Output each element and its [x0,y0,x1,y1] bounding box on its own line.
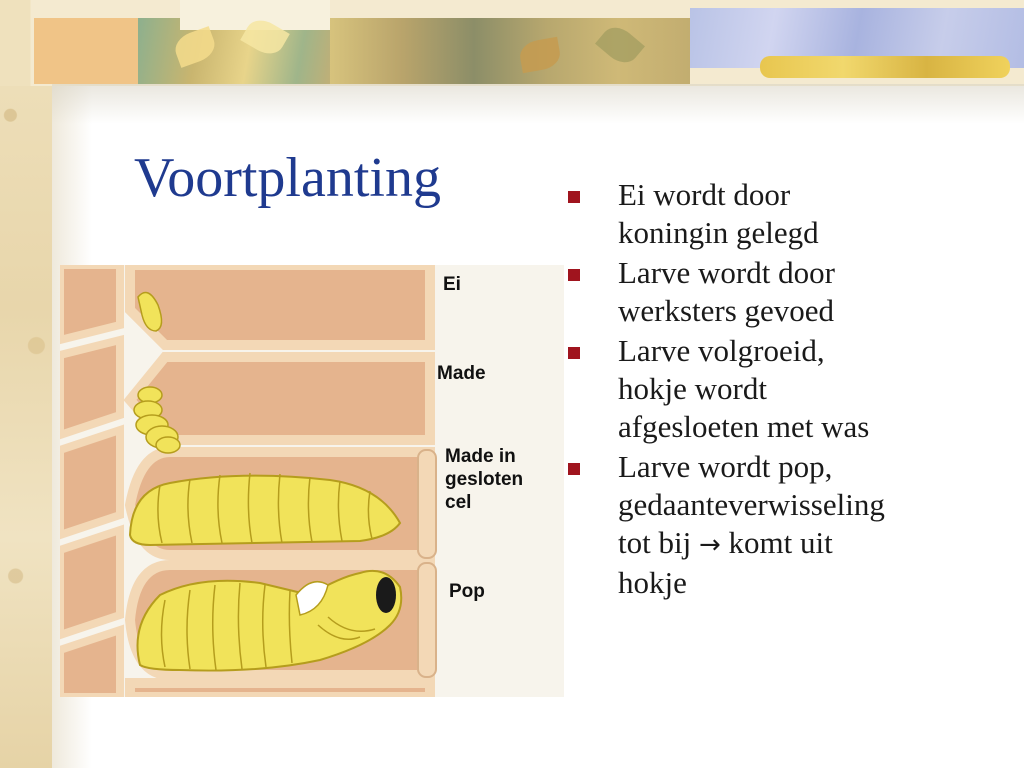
bullet-line: gedaanteverwisseling [618,487,885,522]
bullet-line: Larve volgroeid, [618,333,825,368]
bee-development-diagram [60,265,564,697]
list-item [568,176,988,252]
bullet-line: hokje wordt [618,371,767,406]
bullet-line: afgesloeten met was [618,409,870,444]
square-bullet-icon [568,463,580,475]
label-larva: Made [437,363,486,384]
bullet-line: tot bij [618,525,692,560]
bullet-line: Ei wordt door [618,177,791,212]
label-line: Made in [445,446,516,467]
bullet-line: Larve wordt pop, [618,449,833,484]
banner-shadow [52,84,1024,124]
label-egg: Ei [443,274,461,295]
bullet-list [568,176,988,604]
square-bullet-icon [568,191,580,203]
parchment-left-strip [0,0,52,768]
decorative-top-banner [0,0,1024,86]
list-item [568,332,988,446]
square-bullet-icon [568,269,580,281]
bullet-line: werksters gevoed [618,293,835,328]
bullet-line: Larve wordt door [618,255,835,290]
label-pupa: Pop [449,581,485,602]
slide-title: Voortplanting [134,147,441,209]
bullet-line: hokje [618,565,687,600]
square-bullet-icon [568,347,580,359]
label-line: gesloten [445,469,524,490]
list-item [568,448,988,602]
label-line: cel [445,492,472,513]
label-sealed-larva [445,445,555,514]
banner-grain-stalk [760,56,1010,78]
banner-block-orange [34,18,144,84]
bullet-line: koningin gelegd [618,215,819,250]
arrow-right-icon: → [698,530,721,560]
bullet-line: komt uit [728,525,833,560]
list-item [568,254,988,330]
